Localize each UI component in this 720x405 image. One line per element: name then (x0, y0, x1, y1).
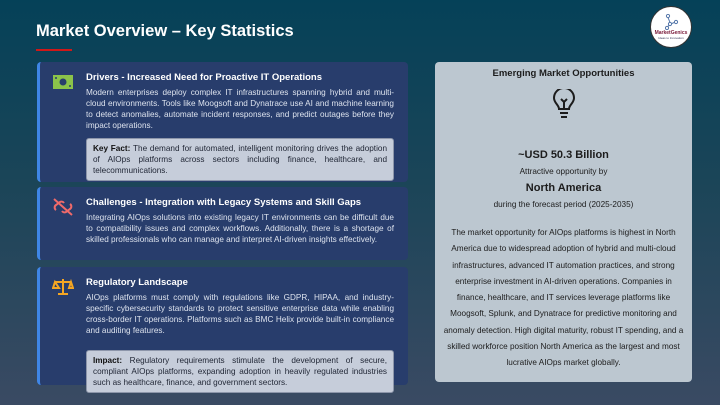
opportunities-panel (435, 62, 692, 382)
card-body: Modern enterprises deploy complex IT infrastructures spanning hybrid and multi-cloud environments. Tools like Moogsoft and Dynatrace use AI and machine learning to detect anomalies, automate incident responses, and predict outages before they impact operations. (86, 88, 394, 130)
card-title: Drivers - Increased Need for Proactive IT Operations (86, 72, 323, 83)
money-icon (52, 73, 74, 91)
market-value: ~USD 50.3 Billion (518, 149, 609, 161)
impact-box (86, 350, 394, 393)
logo-text: MarketGenics (654, 30, 688, 36)
box-text: The demand for automated, intelligent monitoring drives the adoption of AIOps platforms across sectors including finance, healthcare, and telecommunications. (93, 144, 387, 175)
logo (650, 6, 692, 48)
card-body: Integrating AIOps solutions into existing legacy IT environments can be difficult due to compatibility issues and complex workflows. Additionally, there is a shortage of skilled professionals who can manage and interpret AI-driven insights effectively. (86, 213, 394, 244)
card-title: Regulatory Landscape (86, 277, 188, 288)
card-title: Challenges - Integration with Legacy Systems and Skill Gaps (86, 197, 362, 208)
scale-icon (52, 278, 74, 296)
box-text: Regulatory requirements stimulate the development of secure, compliant AIOps platforms, expanding adoption in heavily regulated industries such as healthcare, finance, and government sectors. (93, 356, 387, 387)
box-label: Impact: (93, 356, 123, 365)
challenges-card (37, 187, 408, 260)
forecast-period: during the forecast period (2025-2035) (493, 200, 634, 209)
title-underline (36, 49, 72, 51)
key-fact-box (86, 138, 394, 181)
drivers-card (37, 62, 408, 182)
broken-link-icon (52, 198, 74, 216)
lightbulb-icon (553, 89, 575, 119)
region: North America (525, 182, 602, 194)
panel-title: Emerging Market Opportunities (492, 68, 635, 79)
panel-description: The market opportunity for AIOps platforms is highest in North America due to widespread adoption of hybrid and multi-cloud infrastructures, advanced IT automation practices, and strong enterprise investment in AI-driven operations. Companies in finance, healthcare, and IT services leverage platforms like Moogsoft, Splunk, and Dynatrace for predictive monitoring and anomaly detection. High digital maturity, robust IT spending, and a skilled workforce position North America as the largest and most lucrative AIOps market globally. (443, 228, 684, 368)
regulatory-card (37, 267, 408, 385)
box-label: Key Fact: (93, 144, 131, 153)
panel-subtitle: Attractive opportunity by (519, 167, 608, 176)
logo-tagline: Ideas to Innovation (658, 36, 684, 40)
card-body: AIOps platforms must comply with regulations like GDPR, HIPAA, and industry-specific cybersecurity standards to protect sensitive enterprise data while enabling cross-border IT operations. Platforms such as BMC Helix provide built-in compliance and auditing features. (86, 293, 394, 335)
logo-network-icon (665, 14, 679, 30)
page-title: Market Overview – Key Statistics (36, 22, 294, 40)
